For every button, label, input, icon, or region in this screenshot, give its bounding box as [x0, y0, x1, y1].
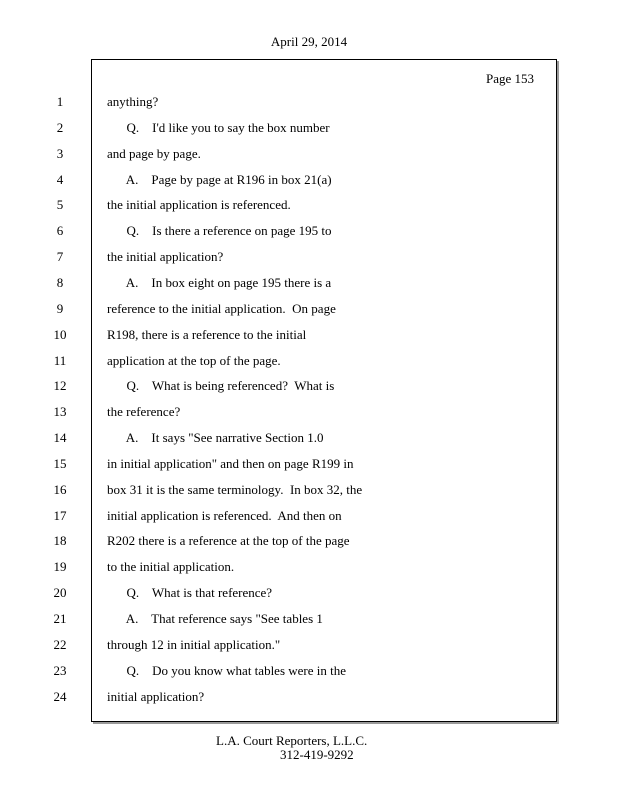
line-text: Q. What is being referenced? What is: [107, 378, 335, 393]
line-text: application at the top of the page.: [107, 353, 281, 368]
line-text: to the initial application.: [107, 559, 235, 574]
line-number: 9: [56, 301, 64, 316]
line-number: 3: [56, 146, 64, 161]
line-text: reference to the initial application. On page: [107, 301, 336, 316]
line-number: 22: [53, 637, 67, 652]
reporter-phone: 312-419-9292: [280, 747, 354, 762]
line-text: anything?: [107, 94, 159, 109]
line-number: 19: [53, 559, 67, 574]
line-number: 6: [56, 223, 64, 238]
line-number: 21: [53, 611, 67, 626]
line-text: the initial application?: [107, 249, 224, 264]
line-number: 24: [53, 689, 67, 704]
transcript-date: April 29, 2014: [270, 34, 348, 49]
reporter-company: L.A. Court Reporters, L.L.C.: [216, 733, 368, 748]
line-number: 13: [53, 404, 67, 419]
line-text: A. It says "See narrative Section 1.0: [107, 430, 324, 445]
line-number: 4: [56, 172, 64, 187]
line-number: 7: [56, 249, 64, 264]
line-text: R198, there is a reference to the initial: [107, 327, 307, 342]
line-text: through 12 in initial application.": [107, 637, 281, 652]
line-number: 5: [56, 197, 64, 212]
line-number: 10: [53, 327, 67, 342]
line-number: 1: [56, 94, 64, 109]
line-text: Q. What is that reference?: [107, 585, 273, 600]
line-text: Q. Is there a reference on page 195 to: [107, 223, 332, 238]
line-text: in initial application" and then on page R199 in: [107, 456, 354, 471]
line-text: A. Page by page at R196 in box 21(a): [107, 172, 332, 187]
line-text: A. That reference says "See tables 1: [107, 611, 323, 626]
line-number: 8: [56, 275, 64, 290]
line-number: 2: [56, 120, 64, 135]
line-number: 12: [53, 378, 67, 393]
line-number: 23: [53, 663, 67, 678]
line-text: initial application is referenced. And then on: [107, 508, 342, 523]
line-number: 15: [53, 456, 67, 471]
line-text: A. In box eight on page 195 there is a: [107, 275, 332, 290]
line-text: Q. Do you know what tables were in the: [107, 663, 347, 678]
line-text: and page by page.: [107, 146, 201, 161]
line-number: 20: [53, 585, 67, 600]
line-text: R202 there is a reference at the top of the page: [107, 533, 350, 548]
line-number: 14: [53, 430, 67, 445]
page-number: Page 153: [485, 71, 534, 86]
line-number: 11: [53, 353, 67, 368]
line-number: 16: [53, 482, 67, 497]
line-text: initial application?: [107, 689, 205, 704]
line-text: box 31 it is the same terminology. In box 32, the: [107, 482, 363, 497]
line-text: the reference?: [107, 404, 181, 419]
line-text: Q. I'd like you to say the box number: [107, 120, 330, 135]
line-number: 18: [53, 533, 67, 548]
line-number: 17: [53, 508, 67, 523]
line-text: the initial application is referenced.: [107, 197, 291, 212]
